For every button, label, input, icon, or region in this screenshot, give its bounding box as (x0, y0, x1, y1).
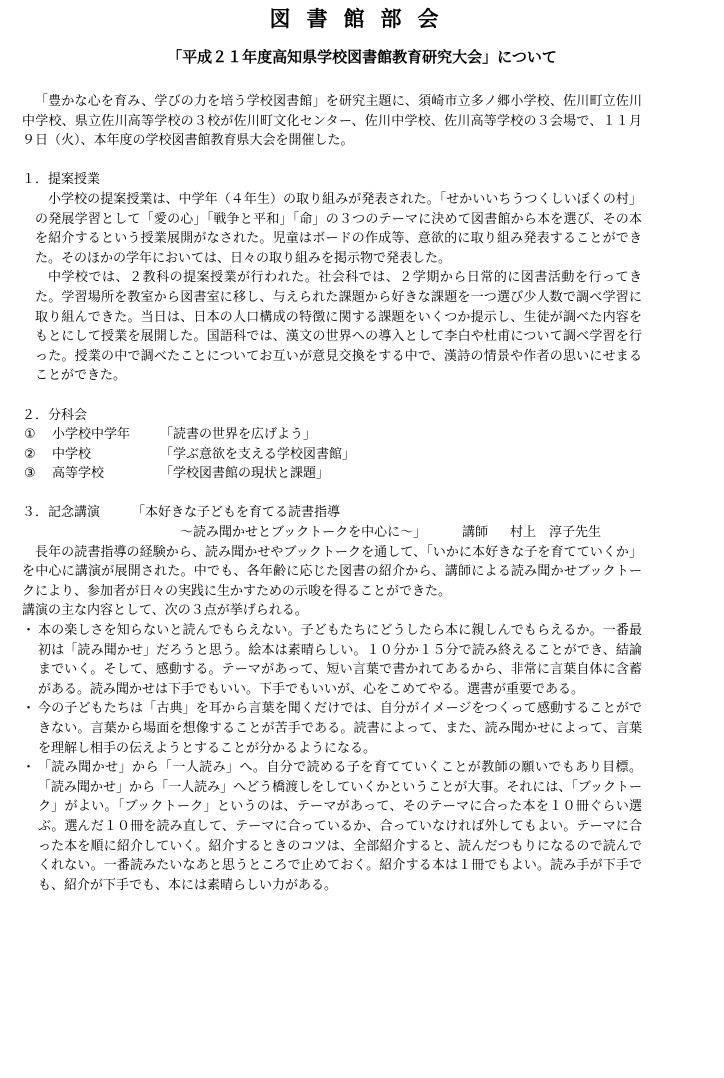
lecturer-row (22, 523, 642, 543)
section-1-paragraph-junior-high: 中学校では、２教科の提案授業が行われた。社会科では、２学期から日常的に図書活動を行ってきた。学習場所を教室から図書室に移し、与えられた課題から好きな課題を一つ選び少人数で調べ学習に取り組んできた。当日は、日本の人口構成の特徴に関する課題をいくつか提示し、生徒が調べた内容をもとにして授業を展開した。国語科では、漢文の世界への導入として李白や杜甫について調べ学習を行った。授業の中で調べたことについてお互いが意見交換をする中で、漢詩の情景や作者の思いにせまることができた。 (35, 270, 642, 384)
lecture-point (22, 621, 642, 699)
section-3-heading-row (22, 503, 642, 523)
lecturer-name: 村上 淳子先生 (510, 525, 602, 541)
page-subtitle: 「平成２１年度高知県学校図書館教育研究大会」について (167, 48, 557, 66)
spacer (22, 151, 642, 171)
section-1-paragraph-elementary: 小学校の提案授業は、中学年（４年生）の取り組みが発表された。「せかいいちうつくしいぼくの村」の発展学習として「愛の心」「戦争と平和」「命」の３つのテーマに決めて図書館から本を選び、その本を紹介するという授業展開がなされた。児童はボードの作成等、意欲的に取り組み発表することができた。そのほかの学年においては、日々の取り組みを掲示物で発表した。 (35, 191, 642, 266)
lecture-subtitle: ～読み聞かせとブックトークを中心に～」 (180, 525, 427, 541)
spacer (22, 484, 642, 504)
page-title: 図書館部会 (269, 7, 455, 31)
section-1-body (22, 190, 642, 386)
lecture-point (22, 758, 642, 895)
section-2-heading: ２．分科会 (22, 407, 88, 423)
school-level: 高等学校 (52, 466, 105, 482)
lecturer-label: 講師 (462, 525, 489, 541)
document-body (22, 92, 642, 895)
bullet-mark: ・ (22, 760, 36, 776)
lecture-intro: 長年の読書指導の経験から、読み聞かせやブックトークを通して、「いかに本好きな子を育てていくか」を中心に講演が展開された。中でも、各年齢に応じた図書の紹介から、講師による読み聞かせブックトークにより、参加者が日々の実践に生かすための示唆を得ることができた。 (22, 544, 642, 599)
lecture-point-text: 「読み聞かせ」から「一人読み」へ。自分で読める子を育てていくことが教師の願いでもあり目標。「読み聞かせ」から「一人読み」へどう橋渡しをしていくかということが大事。それには、「ブックトーク」がよい。「ブックトーク」というのは、テーマがあって、そのテーマに合った本を１０冊ぐらい選ぶ。選んだ１０冊を読み直して、テーマに合っているか、合っていなければ外してもよい。テーマに合った本を順に紹介していく。紹介するときのコツは、全部紹介すると、読んだつもりになるので読んでくれない。一番読みたいなあと思うところで止めておく。紹介する本は１冊でもよい。読み手が下手でも、紹介が下手でも、本には素晴らしい力がある。 (38, 760, 642, 893)
section-1-heading: １．提案授業 (22, 172, 101, 188)
subcommittee-theme: 「読書の世界を広げよう」 (160, 427, 317, 443)
row-number: ② (24, 446, 36, 462)
school-level: 中学校 (52, 446, 92, 462)
subcommittee-row (22, 445, 642, 465)
lecture-point (22, 699, 642, 758)
intro-paragraph: 「豊かな心を育み、学びの力を培う学校図書館」を研究主題に、須崎市立多ノ郷小学校、佐川町立佐川中学校、県立佐川高等学校の３校が佐川町文化センター、佐川中学校、佐川高等学校の３会場で、１１月９日（火）、本年度の学校図書館教育県大会を開催した。 (22, 94, 642, 149)
row-number: ③ (24, 466, 36, 482)
bullet-mark: ・ (22, 623, 36, 639)
row-number: ① (24, 427, 36, 443)
subcommittee-row (22, 464, 642, 484)
subcommittee-row (22, 425, 642, 445)
subcommittee-theme: 「学校図書館の現状と課題」 (160, 466, 330, 482)
lecture-point-text: 本の楽しさを知らないと読んでもらえない。子どもたちにどうしたら本に親しんでもらえるか。一番最初は「読み聞かせ」だろうと思う。絵本は素晴らしい。１０分か１５分で読み終えることができ、結論までいく。そして、感動する。テーマがあって、短い言葉で書かれてあるから、非常に言葉自体に含蓄がある。読み聞かせは下手でもいい。下手でもいいが、心をこめてやる。選書が重要である。 (38, 623, 642, 697)
lecture-point-text: 今の子どもたちは「古典」を耳から言葉を聞くだけでは、自分がイメージをつくって感動することができない。言葉から場面を想像することが苦手である。読書によって、また、読み聞かせによって、言葉を理解し相手の伝えようとすることが分かるようになる。 (38, 701, 642, 756)
school-level: 小学校中学年 (52, 427, 131, 443)
subcommittee-theme: 「学ぶ意欲を支える学校図書館」 (160, 446, 356, 462)
lecture-points-intro: 講演の主な内容として、次の３点が挙げられる。 (22, 603, 308, 619)
lecture-title: 「本好きな子どもを育てる読書指導 (132, 505, 341, 521)
bullet-mark: ・ (22, 701, 36, 717)
section-3-heading: ３．記念講演 (22, 505, 101, 521)
spacer (22, 386, 642, 406)
